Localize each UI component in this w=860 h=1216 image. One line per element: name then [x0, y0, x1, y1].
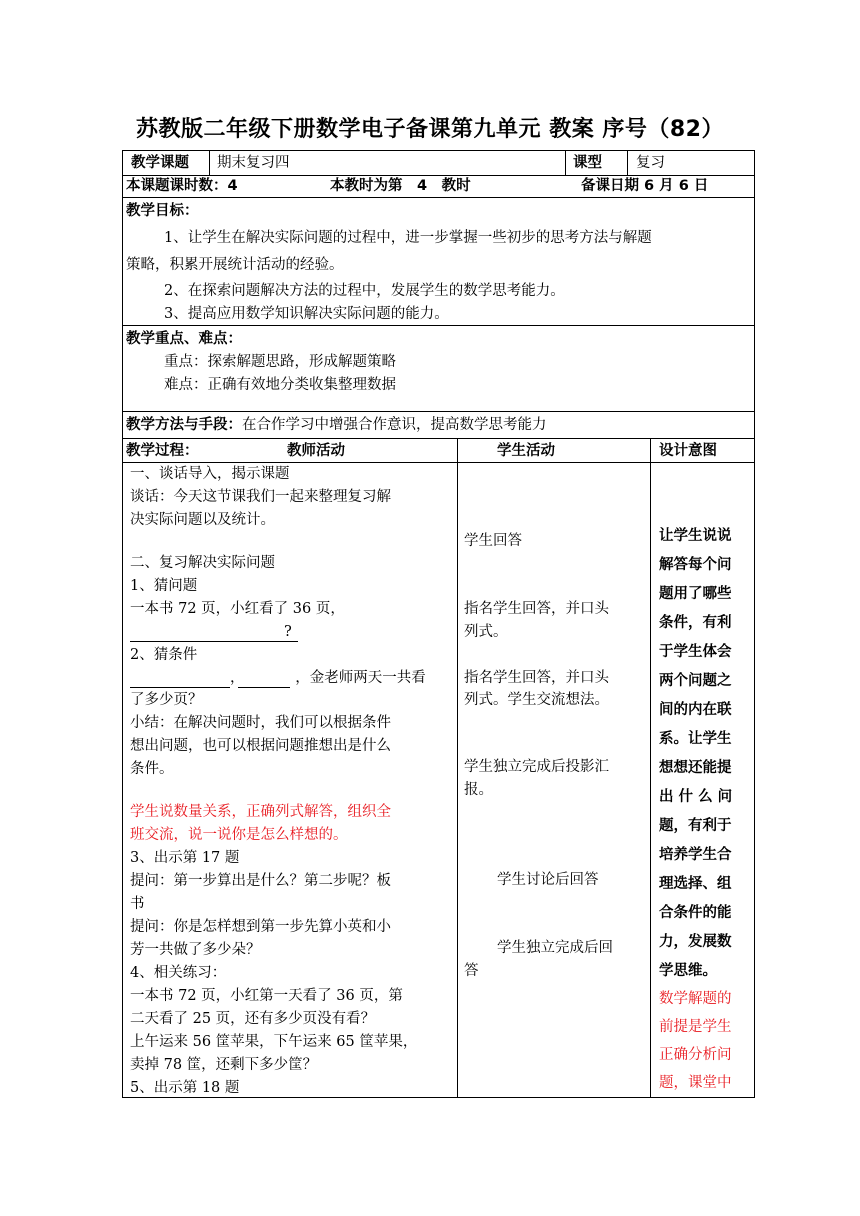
table-rule	[650, 438, 651, 1098]
teacher-line-red: 班交流，说一说你是怎么样想的。	[130, 827, 348, 843]
design-intent-header: 设计意图	[659, 443, 717, 459]
intent-line: 想想还能提	[659, 760, 732, 776]
intent-line: 理选择、组	[659, 876, 732, 892]
student-line: 指名学生回答，并口头	[464, 601, 609, 617]
table-rule	[627, 150, 628, 175]
document-title: 苏教版二年级下册数学电子备课第九单元 教案 序号（82）	[136, 117, 724, 142]
teacher-line: 想出问题，也可以根据问题推想出是什么	[130, 738, 391, 754]
student-line: 学生独立完成后投影汇	[464, 759, 609, 775]
intent-line: 培养学生合	[659, 847, 732, 863]
teacher-line: 一本书 72 页，小红看了 36 页，	[130, 601, 345, 617]
blank-line	[238, 671, 290, 688]
student-line: 学生讨论后回答	[497, 872, 599, 888]
table-rule	[209, 150, 210, 175]
intent-line-red: 数学解题的	[659, 991, 732, 1007]
process-label: 教学过程：	[126, 443, 199, 459]
condition-text: ， ，金老师两天一共看	[230, 670, 426, 686]
teacher-line: 书	[130, 896, 145, 912]
topic-label: 教学课题	[131, 155, 189, 171]
goal-line: 1、让学生在解决实际问题的过程中，进一步掌握一些初步的思考方法与解题	[164, 230, 652, 246]
type-label: 课型	[573, 155, 602, 171]
teacher-line: 提问：第一步算出是什么？第二步呢？板	[130, 873, 391, 889]
teacher-line: 上午运来 56 筐苹果，下午运来 65 筐苹果，	[130, 1034, 418, 1050]
teacher-line: 一本书 72 页，小红第一天看了 36 页，第	[130, 988, 403, 1004]
blank-line	[130, 625, 298, 642]
intent-line: 力，发展数	[659, 934, 732, 950]
teacher-line: 小结：在解决问题时，我们可以根据条件	[130, 715, 391, 731]
intent-line: 学思维。	[659, 963, 717, 979]
student-line: 报。	[464, 782, 493, 798]
topic-value: 期末复习四	[217, 155, 290, 171]
teacher-line: 谈话：今天这节课我们一起来整理复习解	[130, 489, 391, 505]
table-rule	[565, 150, 566, 175]
intent-line: 解答每个问	[659, 557, 732, 573]
student-line: 列式。学生交流想法。	[464, 692, 609, 708]
teacher-line: 1、猜问题	[130, 578, 198, 594]
keypoint-difficult: 难点：正确有效地分类收集整理数据	[164, 377, 396, 393]
intent-line: 两个问题之	[659, 673, 732, 689]
goals-heading: 教学目标：	[126, 203, 199, 219]
session-text: 本教时为第 4 教时	[330, 178, 471, 194]
teacher-line: 3、出示第 17 题	[130, 850, 240, 866]
intent-line-red: 前提是学生	[659, 1019, 732, 1035]
goal-line: 3、提高应用数学知识解决实际问题的能力。	[164, 306, 449, 322]
teacher-line-red: 学生说数量关系，正确列式解答，组织全	[130, 804, 391, 820]
teacher-line: 条件。	[130, 761, 174, 777]
teacher-line: 卖掉 78 筐，还剩下多少筐？	[130, 1057, 318, 1073]
teacher-line: 二、复习解决实际问题	[130, 555, 275, 571]
keypoints-heading: 教学重点、难点：	[126, 331, 242, 347]
teacher-line: 提问：你是怎样想到第一步先算小英和小	[130, 919, 391, 935]
intent-line: 出 什 么 问	[659, 789, 733, 805]
table-rule	[457, 438, 458, 1098]
table-rule	[122, 325, 755, 326]
intent-line-red: 题，课堂中	[659, 1075, 732, 1091]
type-value: 复习	[636, 155, 665, 171]
student-line: 学生独立完成后回	[497, 940, 613, 956]
question-mark: ?	[284, 624, 292, 640]
student-line: 答	[464, 963, 479, 979]
keypoint-key: 重点：探索解题思路，形成解题策略	[164, 354, 396, 370]
goal-line: 2、在探索问题解决方法的过程中，发展学生的数学思考能力。	[164, 283, 565, 299]
teacher-line: 一、谈话导入，揭示课题	[130, 466, 290, 482]
intent-line: 让学生说说	[659, 528, 732, 544]
intent-line: 于学生体会	[659, 644, 732, 660]
table-rule	[122, 197, 755, 198]
student-line: 列式。	[464, 624, 508, 640]
student-line: 学生回答	[464, 533, 522, 549]
teacher-line: 4、相关练习：	[130, 965, 227, 981]
date-text: 备课日期 6 月 6 日	[581, 178, 709, 194]
method-label: 教学方法与手段：	[126, 417, 242, 433]
intent-line: 题用了哪些	[659, 586, 732, 602]
student-activity-header: 学生活动	[497, 443, 555, 459]
teacher-line: 二天看了 25 页，还有多少页没有看？	[130, 1011, 376, 1027]
intent-line: 合条件的能	[659, 905, 732, 921]
teacher-line	[130, 622, 292, 642]
goal-line: 策略，积累开展统计活动的经验。	[126, 257, 344, 273]
teacher-line: 了多少页？	[130, 692, 203, 708]
student-line: 指名学生回答，并口头	[464, 670, 609, 686]
intent-line: 条件，有利	[659, 615, 732, 631]
hours-text: 本课题课时数：4	[126, 178, 238, 194]
method-row	[126, 415, 547, 435]
method-value: 在合作学习中增强合作意识，提高数学思考能力	[242, 417, 547, 433]
table-rule	[122, 411, 755, 412]
table-rule	[122, 438, 755, 439]
intent-line-red: 正确分析问	[659, 1047, 732, 1063]
teacher-line: 芳一共做了多少朵？	[130, 942, 261, 958]
intent-line: 题，有利于	[659, 818, 732, 834]
blank-line	[130, 671, 230, 688]
intent-line: 间的内在联	[659, 702, 732, 718]
teacher-activity-header: 教师活动	[287, 443, 345, 459]
teacher-line: 2、猜条件	[130, 647, 198, 663]
table-rule	[122, 462, 755, 463]
teacher-line: 决实际问题以及统计。	[130, 512, 275, 528]
teacher-line: 5、出示第 18 题	[130, 1080, 240, 1096]
intent-line: 系。让学生	[659, 731, 732, 747]
